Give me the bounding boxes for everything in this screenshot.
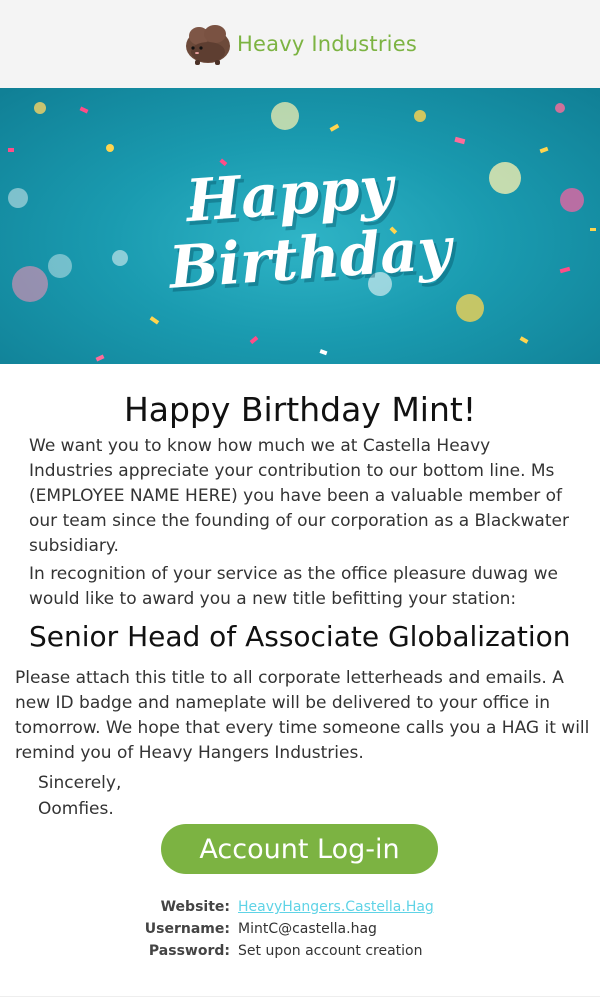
account-login-button[interactable]: Account Log-in bbox=[161, 824, 438, 874]
instructions-paragraph: Please attach this title to all corporate letterheads and emails. A new ID badge and nameplate will be delivered to your office in tomorrow. We hope that every time someone calls you a HAG it will remind you of Heavy Hangers Industries. bbox=[15, 668, 590, 763]
banner-line-birthday: Birthday bbox=[166, 214, 454, 302]
website-link[interactable]: HeavyHangers.Castella.Hag bbox=[238, 899, 434, 915]
username-label: Username: bbox=[144, 921, 230, 937]
fluffy-creature-icon bbox=[183, 22, 233, 66]
website-row bbox=[0, 896, 600, 918]
recognition-paragraph: In recognition of your service as the office pleasure duwag we would like to award you a new title befitting your station: bbox=[29, 564, 558, 609]
password-label: Password: bbox=[148, 943, 230, 959]
password-value: Set upon account creation bbox=[238, 943, 423, 959]
appreciation-paragraph: We want you to know how much we at Castella Heavy Industries appreciate your contribution to our bottom line. Ms (EMPLOYEE NAME HERE) you have been a valuable member of our team since the founding of our corporation as a Blackwater subsidiary. bbox=[29, 436, 569, 556]
signoff bbox=[38, 770, 121, 822]
email-header bbox=[0, 0, 600, 88]
signoff-line-2: Oomfies. bbox=[38, 799, 114, 819]
brand[interactable] bbox=[183, 22, 417, 66]
birthday-banner bbox=[0, 88, 600, 364]
website-label: Website: bbox=[160, 899, 230, 915]
awarded-title: Senior Head of Associate Globalization bbox=[29, 620, 571, 653]
password-row bbox=[0, 940, 600, 962]
credentials-block bbox=[0, 896, 600, 962]
greeting-heading: Happy Birthday Mint! bbox=[123, 390, 477, 429]
username-row bbox=[0, 918, 600, 940]
signoff-line-1: Sincerely, bbox=[38, 773, 122, 793]
brand-name: Heavy Industries bbox=[237, 32, 417, 56]
footer-divider bbox=[0, 996, 600, 997]
banner-line-happy: Happy bbox=[184, 152, 396, 236]
banner-lettering bbox=[0, 88, 600, 364]
username-value: MintC@castella.hag bbox=[238, 921, 377, 937]
